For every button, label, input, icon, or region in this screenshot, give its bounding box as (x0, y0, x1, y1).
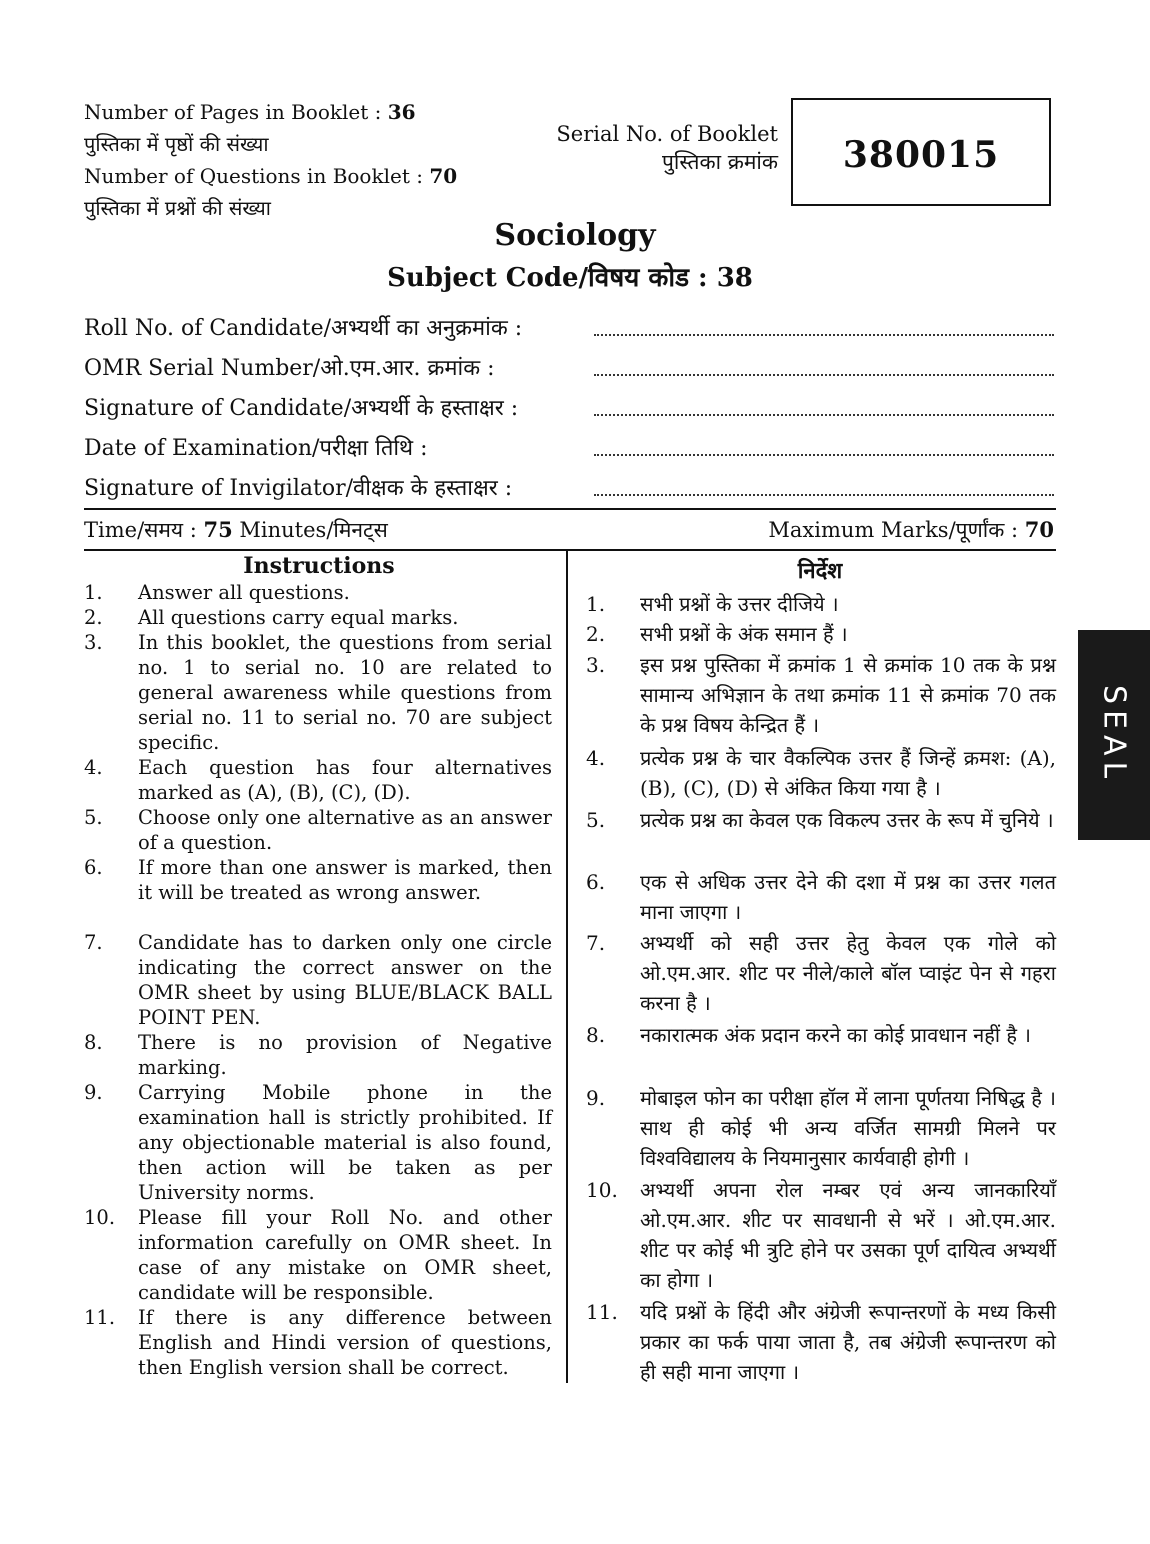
omr-serial-field[interactable] (84, 352, 1054, 392)
questions-count-line (84, 160, 457, 192)
item-text: प्रत्येक प्रश्न का केवल एक विकल्प उत्तर के रूप में चुनिये । (640, 808, 1054, 832)
time-prefix: Time/समय : (84, 518, 204, 542)
questions-count-label: Number of Questions in Booklet : (84, 164, 430, 188)
item-text: मोबाइल फोन का परीक्षा हॉल में लाना पूर्णतया निषिद्ध है । साथ ही कोई भी अन्य वर्जित सामग्री मिलने पर विश्वविद्यालय के नियमानुसार कार्यवाही होगी । (640, 1086, 1056, 1170)
item-text: अभ्यर्थी को सही उत्तर हेतु केवल एक गोले को ओ.एम.आर. शीट पर नीले/काले बॉल प्वाइंट पेन से गहरा करना है । (640, 931, 1056, 1015)
item-text: नकारात्मक अंक प्रदान करने का कोई प्रावधान नहीं है । (640, 1023, 1031, 1047)
divider-top (84, 508, 1056, 510)
item-text: Each question has four alternatives marked as (A), (B), (C), (D). (138, 756, 552, 804)
item-text: इस प्रश्न पुस्तिका में क्रमांक 1 से क्रमांक 10 तक के प्रश्न सामान्य अभिज्ञान के तथा क्रमांक 11 से क्रमांक 70 तक के प्रश्न विषय केन्द्रित हैं । (640, 653, 1056, 737)
seal-label: SEAL (1096, 685, 1132, 785)
time-value: 75 (203, 517, 233, 542)
pages-count-hindi: पुस्तिका में पृष्ठों की संख्या (84, 132, 269, 156)
questions-count-hindi: पुस्तिका में प्रश्नों की संख्या (84, 196, 271, 220)
instructions-title-hindi: निर्देश (797, 558, 843, 584)
item-text: अभ्यर्थी अपना रोल नम्बर एवं अन्य जानकारियाँ ओ.एम.आर. शीट पर सावधानी से भरें । ओ.एम.आर. शीट पर कोई भी त्रुटि होने पर उसका पूर्ण दायित्व अभ्यर्थी का होगा । (640, 1178, 1056, 1292)
item-text: If more than one answer is marked, then it will be treated as wrong answer. (138, 856, 552, 904)
subject-title: Sociology (494, 218, 656, 253)
serial-number-label (545, 120, 778, 176)
max-marks (768, 516, 1054, 544)
item-number: 1. (84, 581, 103, 604)
serial-number-box (791, 98, 1051, 206)
item-text: Carrying Mobile phone in the examination hall is strictly prohibited. If any objectionable material is also found, then action will be taken as per University norms. (138, 1081, 552, 1204)
item-number: 9. (586, 1086, 606, 1110)
serial-label-english: Serial No. of Booklet (556, 122, 778, 146)
item-text: In this booklet, the questions from serial no. 1 to serial no. 10 are related to general awareness while questions from serial no. 11 to serial no. 70 are subject specific. (138, 631, 552, 754)
fill-line[interactable] (594, 374, 1054, 376)
serial-number-value: 380015 (842, 134, 1000, 176)
item-number: 4. (586, 746, 606, 770)
item-number: 7. (586, 931, 606, 955)
item-text: Candidate has to darken only one circle indicating the correct answer on the OMR sheet by using BLUE/BLACK BALL POINT PEN. (138, 931, 552, 1029)
item-number: 2. (586, 622, 606, 646)
item-number: 5. (586, 808, 606, 832)
item-text: Choose only one alternative as an answer of a question. (138, 806, 552, 854)
item-text: Please fill your Roll No. and other information carefully on OMR sheet. In case of any mistake on OMR sheet, candidate will be responsible. (138, 1206, 552, 1304)
field-label: Roll No. of Candidate/अभ्यर्थी का अनुक्रमांक : (84, 316, 523, 341)
item-number: 10. (84, 1206, 116, 1229)
fill-line[interactable] (594, 414, 1054, 416)
marks-value: 70 (1024, 517, 1054, 542)
serial-label-hindi: पुस्तिका क्रमांक (661, 150, 778, 174)
pages-count-label: Number of Pages in Booklet : (84, 100, 388, 124)
item-number: 11. (586, 1300, 618, 1324)
invigilator-signature-field[interactable] (84, 472, 1054, 512)
item-number: 8. (84, 1031, 103, 1054)
pages-count-value: 36 (387, 100, 416, 124)
item-text: प्रत्येक प्रश्न के चार वैकल्पिक उत्तर हैं जिन्हें क्रमश: (A), (B), (C), (D) से अंकित किया गया है । (640, 746, 1056, 800)
item-number: 6. (586, 870, 606, 894)
item-number: 3. (586, 653, 606, 677)
field-label: Signature of Invigilator/वीक्षक के हस्ताक्षर : (84, 476, 513, 501)
time-suffix: Minutes/मिनट्स (232, 518, 388, 542)
instructions-title-english: Instructions (243, 553, 395, 579)
seal-tab[interactable] (1078, 630, 1150, 840)
column-divider (566, 551, 568, 1383)
candidate-signature-field[interactable] (84, 392, 1054, 432)
item-number: 9. (84, 1081, 103, 1104)
item-number: 1. (586, 592, 606, 616)
marks-prefix: Maximum Marks/पूर्णांक : (768, 518, 1025, 542)
field-label: OMR Serial Number/ओ.एम.आर. क्रमांक : (84, 356, 495, 381)
item-text: सभी प्रश्नों के उत्तर दीजिये । (640, 592, 839, 616)
field-label: Signature of Candidate/अभ्यर्थी के हस्ताक्षर : (84, 396, 519, 421)
item-number: 8. (586, 1023, 606, 1047)
item-text: यदि प्रश्नों के हिंदी और अंग्रेजी रूपान्तरणों के मध्य किसी प्रकार का फर्क पाया जाता है, तब अंग्रेजी रूपान्तरण को ही सही माना जाएगा । (640, 1300, 1056, 1384)
item-number: 3. (84, 631, 103, 654)
item-number: 7. (84, 931, 103, 954)
item-number: 5. (84, 806, 103, 829)
questions-count-value: 70 (429, 164, 458, 188)
field-label: Date of Examination/परीक्षा तिथि : (84, 436, 428, 461)
item-number: 2. (84, 606, 103, 629)
item-text: सभी प्रश्नों के अंक समान हैं । (640, 622, 848, 646)
pages-count-line (84, 96, 416, 128)
subject-code: Subject Code/विषय कोड : 38 (387, 263, 753, 293)
item-text: There is no provision of Negative marking. (138, 1031, 552, 1079)
item-text: All questions carry equal marks. (138, 606, 459, 629)
fill-line[interactable] (594, 454, 1054, 456)
fill-line[interactable] (594, 494, 1054, 496)
exam-date-field[interactable] (84, 432, 1054, 472)
item-number: 4. (84, 756, 103, 779)
item-number: 6. (84, 856, 103, 879)
item-text: एक से अधिक उत्तर देने की दशा में प्रश्न का उत्तर गलत माना जाएगा । (640, 870, 1056, 924)
divider-bottom (84, 549, 1056, 551)
item-text: If there is any difference between English and Hindi version of questions, then English version shall be correct. (138, 1306, 552, 1379)
fill-line[interactable] (594, 334, 1054, 336)
item-number: 11. (84, 1306, 116, 1329)
item-text: Answer all questions. (138, 581, 350, 604)
exam-time (84, 516, 388, 544)
item-number: 10. (586, 1178, 618, 1202)
roll-number-field[interactable] (84, 312, 1054, 352)
